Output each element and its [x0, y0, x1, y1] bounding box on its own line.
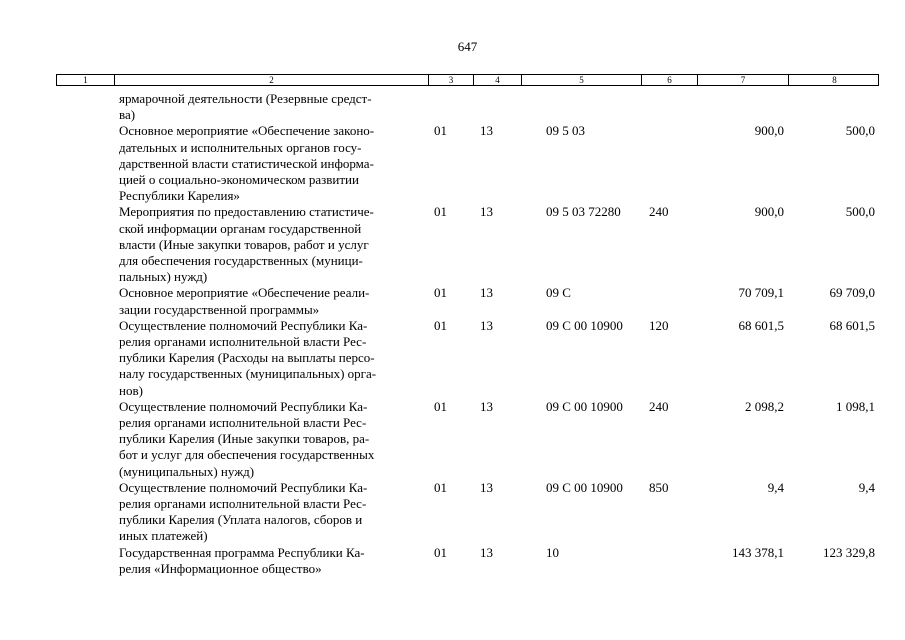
- expense-type-code: 240: [649, 204, 669, 220]
- header-col-1: 1: [57, 75, 115, 85]
- subsection-code: 13: [480, 123, 493, 139]
- row-name-line: ва): [119, 107, 136, 123]
- subsection-code: 13: [480, 285, 493, 301]
- subsection-code: 13: [480, 544, 493, 560]
- subsection-code: 13: [480, 479, 493, 495]
- row-name: [119, 480, 419, 545]
- header-col-8: 8: [832, 75, 837, 85]
- amount-year-2: 68 601,5: [829, 317, 875, 333]
- table-row: [0, 545, 905, 577]
- amount-year-2: 123 329,8: [823, 544, 875, 560]
- row-name-line: Мероприятия по предоставлению статистиче-: [119, 204, 374, 220]
- header-col-6: 6: [642, 75, 698, 85]
- amount-year-1: 70 709,1: [738, 285, 784, 301]
- row-name-line: налу государственных (муниципальных) орга-: [119, 366, 377, 382]
- row-name-line: пальных) нужд): [119, 269, 208, 285]
- row-name-line: власти (Иные закупки товаров, работ и услуг: [119, 236, 369, 252]
- row-name-line: релия органами исполнительной власти Рес-: [119, 415, 367, 431]
- row-name-line: ской информации органам государственной: [119, 220, 362, 236]
- amount-year-1: 900,0: [754, 123, 784, 139]
- section-code: 01: [434, 285, 447, 301]
- section-code: 01: [434, 317, 447, 333]
- row-name-line: публики Карелия (Иные закупки товаров, ра-: [119, 431, 370, 447]
- row-name-line: иных платежей): [119, 528, 208, 544]
- table-row: [0, 285, 905, 317]
- row-name-line: ярмарочной деятельности (Резервные средст-: [119, 91, 372, 106]
- target-article-code: 09 С 00 10900: [546, 317, 623, 333]
- expense-type-code: 850: [649, 479, 669, 495]
- row-name: [119, 545, 419, 577]
- row-name-line: Республики Карелия»: [119, 188, 240, 204]
- row-name-line: (муниципальных) нужд): [119, 463, 255, 479]
- row-name-line: Осуществление полномочий Республики Ка-: [119, 317, 368, 333]
- table-row: [0, 399, 905, 480]
- table-row: [0, 204, 905, 285]
- header-col-7: 7: [698, 75, 789, 85]
- row-name-line: бот и услуг для обеспечения государственных: [119, 447, 375, 463]
- target-article-code: 10: [546, 544, 559, 560]
- page-number: 647: [457, 39, 478, 54]
- row-name-line: релия органами исполнительной власти Рес-: [119, 334, 367, 350]
- header-col-2: 2: [115, 75, 429, 85]
- table-row: [0, 91, 905, 123]
- row-name-line: Осуществление полномочий Республики Ка-: [119, 479, 368, 495]
- table-header: [56, 74, 879, 86]
- row-name-line: дарственной власти статистической информа-: [119, 155, 374, 171]
- row-name-line: зации государственной программы»: [119, 301, 320, 317]
- row-name-line: Осуществление полномочий Республики Ка-: [119, 398, 368, 414]
- amount-year-2: 1 098,1: [836, 398, 875, 414]
- table-row: [0, 123, 905, 204]
- amount-year-2: 69 709,0: [829, 285, 875, 301]
- section-code: 01: [434, 204, 447, 220]
- section-code: 01: [434, 479, 447, 495]
- header-col-5: 5: [522, 75, 642, 85]
- target-article-code: 09 5 03 72280: [546, 204, 621, 220]
- expense-type-code: 240: [649, 398, 669, 414]
- row-name-line: релия органами исполнительной власти Рес-: [119, 496, 367, 512]
- target-article-code: 09 С 00 10900: [546, 479, 623, 495]
- row-name: [119, 123, 419, 204]
- header-col-3: 3: [429, 75, 474, 85]
- row-name-line: Основное мероприятие «Обеспечение реали-: [119, 285, 370, 301]
- row-name-line: Основное мероприятие «Обеспечение законо-: [119, 123, 375, 139]
- row-name: [119, 318, 419, 399]
- subsection-code: 13: [480, 317, 493, 333]
- expense-type-code: 120: [649, 317, 669, 333]
- row-name-line: Государственная программа Республики Ка-: [119, 544, 365, 560]
- row-name: [119, 91, 419, 123]
- amount-year-1: 2 098,2: [745, 398, 784, 414]
- table-body: [0, 91, 905, 577]
- row-name-line: цией о социально-экономическом развитии: [119, 172, 359, 188]
- amount-year-1: 68 601,5: [738, 317, 784, 333]
- row-name-line: дательных и исполнительных органов госу-: [119, 139, 362, 155]
- amount-year-1: 9,4: [767, 479, 784, 495]
- table-row: [0, 480, 905, 545]
- row-name: [119, 285, 419, 317]
- row-name: [119, 399, 419, 480]
- row-name-line: нов): [119, 382, 143, 398]
- amount-year-2: 500,0: [845, 204, 875, 220]
- row-name-line: релия «Информационное общество»: [119, 560, 322, 576]
- subsection-code: 13: [480, 204, 493, 220]
- target-article-code: 09 5 03: [546, 123, 585, 139]
- row-name: [119, 204, 419, 285]
- section-code: 01: [434, 544, 447, 560]
- subsection-code: 13: [480, 398, 493, 414]
- amount-year-2: 500,0: [845, 123, 875, 139]
- row-name-line: публики Карелия (Уплата налогов, сборов и: [119, 512, 363, 528]
- target-article-code: 09 С 00 10900: [546, 398, 623, 414]
- table-row: [0, 318, 905, 399]
- header-col-4: 4: [474, 75, 522, 85]
- amount-year-1: 143 378,1: [732, 544, 784, 560]
- row-name-line: для обеспечения государственных (муници-: [119, 253, 363, 269]
- amount-year-1: 900,0: [754, 204, 784, 220]
- section-code: 01: [434, 123, 447, 139]
- target-article-code: 09 С: [546, 285, 571, 301]
- row-name-line: публики Карелия (Расходы на выплаты персо-: [119, 350, 375, 366]
- section-code: 01: [434, 398, 447, 414]
- amount-year-2: 9,4: [858, 479, 875, 495]
